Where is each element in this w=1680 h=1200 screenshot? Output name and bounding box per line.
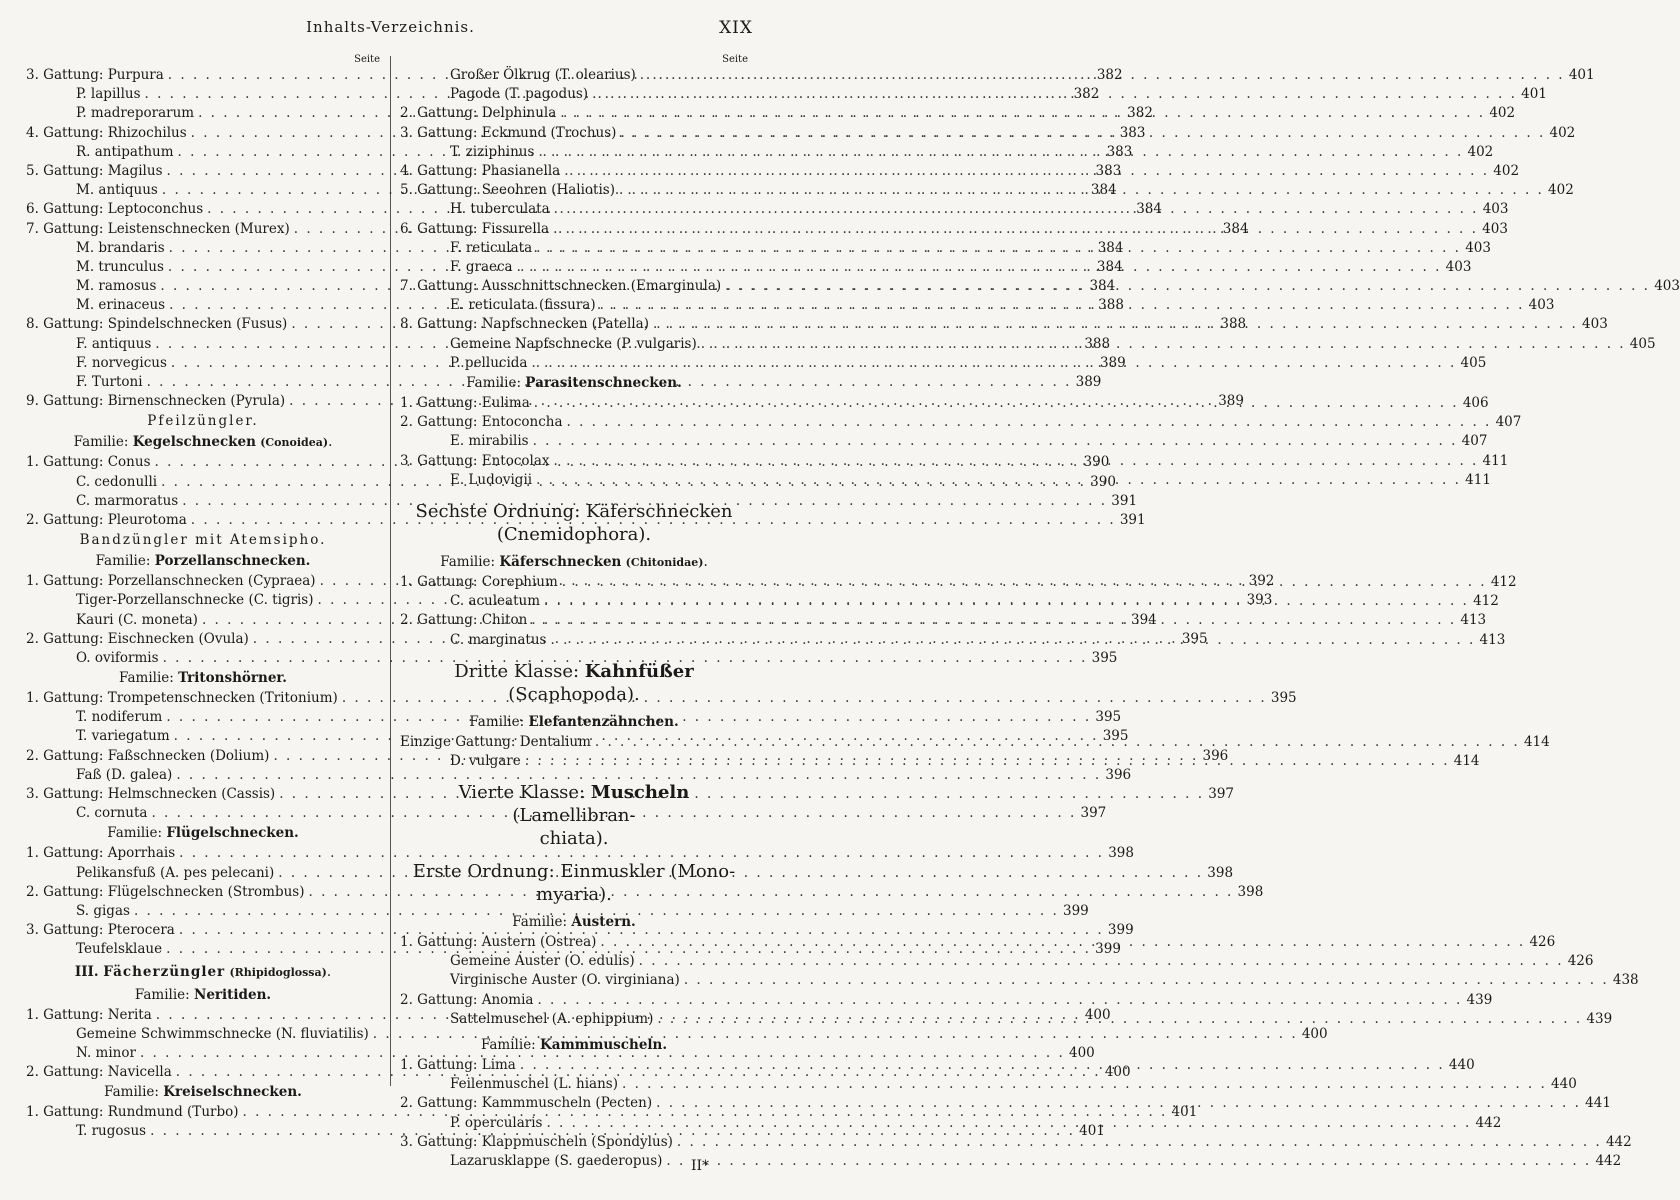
entry-label: E. reticulata (fissura) <box>450 297 596 314</box>
page-number: 390 <box>1083 454 1110 471</box>
page-header <box>0 18 781 44</box>
entry-label: Faß (D. galea) <box>76 766 173 783</box>
latin-name: (Rhipidoglossa) <box>229 965 327 979</box>
class-heading-line2: chiata). <box>539 828 609 850</box>
signature-mark: II* <box>690 1158 709 1174</box>
entry-label: 6. Gattung: Fissurella <box>400 220 550 237</box>
page-number: 441 <box>1585 1095 1611 1112</box>
page-number: 398 <box>1108 845 1134 862</box>
family-name: Elefantenzähnchen. <box>528 713 679 730</box>
entry-label: Pagode (T. pagodus) <box>450 86 589 103</box>
heading-prefix: Familie: <box>107 825 167 842</box>
page-number: 398 <box>1237 883 1264 900</box>
leader-dots <box>513 258 1442 277</box>
family-name: Kegelschnecken <box>132 434 256 451</box>
entry-label: 5. Gattung: Magilus <box>26 162 163 179</box>
family-heading <box>400 1035 748 1056</box>
toc-entry <box>400 1075 1577 1094</box>
family-heading <box>400 552 748 573</box>
entry-label: F. Turtoni <box>76 374 143 390</box>
entry-label: 3. Gattung: Purpura <box>26 67 164 83</box>
entry-label: P. madreporarum <box>76 105 195 122</box>
entry-label: E. Ludovigii <box>450 471 533 488</box>
entry-label: 8. Gattung: Napfschnecken (Patella) <box>400 316 649 333</box>
entry-label: 2. Gattung: Pleurotoma <box>26 511 187 528</box>
family-heading <box>26 668 380 689</box>
page-number: 389 <box>1075 374 1102 390</box>
page-number: 384 <box>1096 258 1123 275</box>
page-number: 402 <box>1549 124 1576 141</box>
leader-dots <box>596 296 1525 315</box>
leader-dots <box>635 952 1564 971</box>
page-number: 439 <box>1466 991 1493 1008</box>
toc-entry <box>400 952 1594 971</box>
page-number: 392 <box>1248 573 1275 590</box>
heading-prefix: Vierte Klasse: <box>458 782 591 804</box>
leader-dots <box>563 413 1492 432</box>
page-number: 395 <box>1181 630 1208 647</box>
page-number: 383 <box>1106 143 1133 160</box>
leader-dots <box>527 354 1456 373</box>
leader-dots <box>533 991 1462 1010</box>
order-heading-line: Erste Ordnung: Einmuskler (Mono- <box>412 861 736 883</box>
heading-prefix: Familie: <box>73 434 133 451</box>
entry-label: O. oviformis <box>76 649 159 666</box>
page-number: 413 <box>1460 612 1487 629</box>
heading-prefix: Familie: <box>134 986 194 1003</box>
entry-label: M. ramosus <box>76 278 157 295</box>
family-name: Porzellanschnecken. <box>154 553 311 570</box>
page-number: 438 <box>1612 972 1639 989</box>
heading-prefix: Familie: <box>119 670 179 687</box>
page-number: 397 <box>1208 786 1235 802</box>
page-numeral: XIX <box>719 18 753 38</box>
page-number: 394 <box>1131 611 1157 628</box>
page-number: 395 <box>1270 690 1297 707</box>
leader-dots <box>721 277 1650 296</box>
leader-dots <box>556 104 1485 123</box>
entry-label: 1. Gattung: Conus <box>26 454 151 471</box>
entry-label: P. lapillus <box>76 86 141 103</box>
leader-dots <box>516 1056 1445 1075</box>
page-number: 413 <box>1479 631 1506 648</box>
entry-label: C. cedonulli <box>76 473 158 490</box>
entry-label: 2. Gattung: Navicella <box>26 1064 172 1081</box>
entry-label: 4. Gattung: Phasianella <box>400 162 561 179</box>
entry-label: 1. Gattung: Rundmund (Turbo) <box>26 1104 239 1121</box>
order-heading-line: Sechste Ordnung: Käferschnecken <box>415 500 733 522</box>
family-name: Tritonshörner. <box>178 670 287 687</box>
entry-label: 5. Gattung: Seeohren (Haliotis) <box>400 182 615 199</box>
entry-label: Großer Ölkrug (T. olearius) <box>450 67 636 83</box>
page-number: 384 <box>1097 239 1124 256</box>
class-name: Kahnfüßer <box>584 660 694 682</box>
family-heading <box>26 551 380 572</box>
leader-dots <box>697 335 1626 354</box>
entry-label: 1. Gattung: Austern (Ostrea) <box>400 934 597 951</box>
toc-entry <box>26 649 1118 668</box>
leader-dots <box>549 220 1478 239</box>
entry-label: D. vulgare <box>450 752 521 769</box>
entry-label: C. aculeatum <box>450 593 541 610</box>
page-number: 395 <box>1095 709 1122 726</box>
page-number: 411 <box>1465 471 1491 488</box>
page-number: 440 <box>1448 1057 1475 1073</box>
page-number: 395 <box>1091 649 1118 666</box>
entry-label: 2. Gattung: Chiton <box>400 612 528 629</box>
entry-label: 2. Gattung: Kammmuscheln (Pecten) <box>400 1095 653 1112</box>
entry-label: Gemeine Auster (O. edulis) <box>450 953 635 970</box>
page-number: 382 <box>1073 86 1100 103</box>
leader-dots <box>596 933 1525 952</box>
page-number: 442 <box>1605 1133 1632 1150</box>
entry-label: S. gigas <box>76 902 130 919</box>
entry-label: Einzige Gattung: Dentalium <box>400 733 591 750</box>
entry-label: 8. Gattung: Spindelschnecken (Fusus) <box>26 316 288 333</box>
leader-dots <box>540 592 1469 611</box>
entry-label: 3. Gattung: Entocolax <box>400 452 550 469</box>
page-number: 384 <box>1136 201 1162 218</box>
page-number: 401 <box>1521 86 1547 103</box>
toc-entry <box>26 1025 1328 1044</box>
page-number: 396 <box>1105 766 1132 783</box>
entry-label: 2. Gattung: Entoconcha <box>400 414 563 431</box>
page-number: 389 <box>1099 354 1126 371</box>
entry-label: E. mirabilis <box>450 433 529 450</box>
class-name: Muscheln <box>590 782 690 804</box>
entry-label: 2. Gattung: Eischnecken (Ovula) <box>26 630 249 647</box>
section-heading: Pfeilzüngler. <box>147 413 259 430</box>
entry-label: C. cornuta <box>76 805 148 822</box>
page-number: 406 <box>1462 395 1489 411</box>
entry-label: C. marmoratus <box>76 492 179 509</box>
page-number: 400 <box>1104 1064 1131 1081</box>
entry-label: H. tuberculata <box>450 201 550 218</box>
entry-label: T. variegatum <box>76 728 170 745</box>
heading-prefix: Familie: <box>480 1037 541 1053</box>
page-number: 391 <box>1119 511 1146 528</box>
leader-dots <box>532 239 1461 258</box>
page-number: 401 <box>1171 1104 1198 1121</box>
page-number: 414 <box>1523 733 1550 750</box>
leader-dots <box>615 181 1544 200</box>
page-number: 382 <box>1096 67 1123 83</box>
entry-label: 6. Gattung: Leptoconchus <box>26 201 204 218</box>
toc-entry <box>400 971 1639 990</box>
family-name: Austern. <box>571 914 636 931</box>
leader-dots <box>653 1010 1582 1029</box>
leader-dots <box>534 143 1463 162</box>
family-heading <box>400 912 748 933</box>
page-number: 400 <box>1084 1006 1111 1023</box>
entry-label: Virginische Auster (O. virginiana) <box>450 972 680 989</box>
leader-dots <box>649 315 1578 334</box>
heading-suffix: . <box>703 553 708 570</box>
entry-label: 3. Gattung: Eckmund (Trochus) <box>400 124 617 141</box>
family-name: Kreiselschnecken. <box>163 1084 302 1101</box>
entry-label: M. brandaris <box>76 239 165 256</box>
family-name: Neritiden. <box>194 986 272 1003</box>
entry-label: 3. Gattung: Pterocera <box>26 922 175 939</box>
entry-label: 1. Gattung: Trompetenschnecken (Tritonium) <box>26 690 338 707</box>
entry-label: P. pellucida <box>450 354 528 371</box>
page-number: 403 <box>1482 201 1509 218</box>
page-number: 402 <box>1548 182 1574 199</box>
page-number: 405 <box>1629 335 1656 352</box>
page-number: 403 <box>1482 220 1508 237</box>
entry-label: 1. Gattung: Nerita <box>26 1006 152 1023</box>
family-heading <box>26 823 380 844</box>
entry-label: Feilenmuschel (L. hians) <box>450 1076 618 1093</box>
heading-prefix: Familie: <box>440 553 500 570</box>
entry-label: F. graeca <box>450 258 513 275</box>
page-number: 442 <box>1595 1152 1622 1169</box>
entry-label: P. opercularis <box>450 1114 543 1131</box>
page-number: 426 <box>1529 934 1556 951</box>
heading-suffix: (Lamellibran- <box>512 805 636 827</box>
running-title: Inhalts-Verzeichnis. <box>306 18 475 36</box>
family-heading <box>26 1082 380 1103</box>
page-number: 382 <box>1127 105 1153 122</box>
page-number: 414 <box>1453 752 1480 769</box>
entry-label: N. minor <box>76 1044 136 1061</box>
entry-label: Gemeine Schwimmschnecke (N. fluviatilis) <box>76 1025 369 1042</box>
page-number: 440 <box>1551 1076 1577 1093</box>
heading-prefix: Familie: <box>104 1084 164 1101</box>
leader-dots <box>560 162 1489 181</box>
leader-dots <box>662 1152 1591 1171</box>
entry-label: 3. Gattung: Klappmuscheln (Spondylus) <box>400 1133 673 1150</box>
entry-label: 2. Gattung: Delphinula <box>400 105 557 122</box>
entry-label: 2. Gattung: Faßschnecken (Dolium) <box>26 747 270 764</box>
family-heading <box>400 712 748 733</box>
family-heading <box>26 985 380 1006</box>
page-number: 442 <box>1475 1114 1502 1131</box>
page-number: 439 <box>1586 1010 1613 1027</box>
entry-label: M. trunculus <box>76 258 164 275</box>
heading-prefix: Familie: <box>512 914 572 931</box>
page-number: 403 <box>1465 239 1491 256</box>
leader-dots <box>521 752 1450 771</box>
leader-dots <box>588 85 1517 104</box>
entry-label: Lazarusklappe (S. gaederopus) <box>450 1152 663 1169</box>
leader-dots <box>680 971 1609 990</box>
page-number: 397 <box>1080 805 1107 822</box>
entry-label: F. norvegicus <box>76 354 167 371</box>
entry-label: F. antiquus <box>76 335 152 352</box>
heading-suffix: (Scaphopoda). <box>508 683 640 705</box>
page-number: 407 <box>1461 433 1488 450</box>
page-number: 388 <box>1084 335 1111 352</box>
leader-dots <box>532 471 1461 490</box>
leader-dots <box>673 1133 1602 1152</box>
page-number: 400 <box>1068 1044 1095 1061</box>
page-number: 403 <box>1528 297 1555 314</box>
page-number: 401 <box>1079 1123 1105 1140</box>
family-heading <box>26 432 380 453</box>
entry-label: 1. Gattung: Porzellanschnecken (Cypraea) <box>26 573 316 590</box>
page-number: 384 <box>1222 220 1249 237</box>
page-number: 396 <box>1202 747 1229 764</box>
leader-dots <box>530 394 1459 413</box>
order-heading-line: myaria). <box>536 884 612 906</box>
section-heading: Bandzüngler mit Atemsipho. <box>79 532 327 549</box>
page-number: 407 <box>1495 414 1522 431</box>
leader-dots <box>591 733 1520 752</box>
page-number: 383 <box>1095 162 1122 179</box>
toc-entry <box>26 902 1089 921</box>
page-number: 383 <box>1119 124 1146 141</box>
family-name: Käferschnecken <box>499 553 622 570</box>
entry-label: 1. Gattung: Eulima <box>400 395 530 411</box>
entry-label: C. marginatus <box>450 631 547 648</box>
family-name: Parasitenschnecken. <box>525 375 682 391</box>
page-number: 399 <box>1107 922 1134 939</box>
entry-label: 2. Gattung: Flügelschnecken (Strombus) <box>26 883 305 900</box>
entry-label: M. erinaceus <box>76 297 166 314</box>
entry-label: Sattelmuschel (A. ephippium) <box>450 1010 654 1027</box>
page-number: 388 <box>1220 316 1247 333</box>
entry-label: 1. Gattung: Corephium <box>400 573 558 590</box>
page-number: 384 <box>1089 278 1116 295</box>
page-number: 391 <box>1111 492 1138 509</box>
leader-dots <box>546 631 1475 650</box>
page-number: 402 <box>1493 162 1520 179</box>
leader-dots <box>616 124 1545 143</box>
entry-label: T. nodiferum <box>76 709 163 726</box>
page-number: 401 <box>1568 67 1595 83</box>
leader-dots <box>527 611 1456 630</box>
heading-prefix: Familie: <box>469 713 529 730</box>
entry-label: 9. Gattung: Birnenschnecken (Pyrula) <box>26 393 286 410</box>
page-number: 389 <box>1218 393 1244 410</box>
leader-dots <box>550 452 1479 471</box>
entry-label: 1. Gattung: Aporrhais <box>26 845 176 862</box>
entry-label: 2. Gattung: Anomia <box>400 991 534 1008</box>
page-number: 398 <box>1207 864 1234 881</box>
leader-dots <box>652 1094 1581 1113</box>
page-number: 390 <box>1090 473 1116 490</box>
heading-suffix: . <box>328 434 333 451</box>
family-heading <box>400 373 748 394</box>
entry-label: T. rugosus <box>76 1123 147 1140</box>
order-heading-line: (Cnemidophora). <box>496 523 652 545</box>
page-number: 426 <box>1567 953 1594 970</box>
family-name: Kammmuscheln. <box>540 1037 668 1053</box>
entry-label: 7. Gattung: Ausschnittschnecken (Emarginula) <box>400 278 722 295</box>
page-number: 403 <box>1582 316 1608 333</box>
order-heading <box>26 960 380 985</box>
toc-entry <box>400 432 1488 451</box>
seite-label: Seite <box>354 54 380 65</box>
toc-entry <box>400 991 1493 1010</box>
page-number: 399 <box>1095 941 1121 958</box>
entry-label: Kauri (C. moneta) <box>76 611 198 628</box>
leader-dots <box>618 1075 1547 1094</box>
page-number: 411 <box>1482 452 1509 469</box>
page-number: 402 <box>1489 105 1516 122</box>
page-number: 405 <box>1460 354 1487 371</box>
entry-label: 3. Gattung: Helmschnecken (Cassis) <box>26 786 276 802</box>
page-number: 393 <box>1246 592 1273 609</box>
leader-dots <box>558 573 1487 592</box>
latin-name: (Chitonidae) <box>625 555 704 569</box>
heading-prefix: Familie: <box>95 553 155 570</box>
page-number: 400 <box>1301 1025 1328 1042</box>
page-number: 403 <box>1445 258 1472 275</box>
page-number: 399 <box>1062 902 1089 919</box>
heading-prefix: Familie: <box>466 375 526 391</box>
page-number: 412 <box>1490 573 1517 590</box>
leader-dots <box>636 66 1565 85</box>
entry-label: Gemeine Napfschnecke (P. vulgaris) <box>450 335 697 352</box>
toc-entry <box>26 766 1132 785</box>
leader-dots <box>529 432 1458 451</box>
leader-dots <box>542 1114 1471 1133</box>
order-name: Fächerzüngler <box>103 963 226 980</box>
class-heading <box>400 660 748 706</box>
entry-label: Pelikansfuß (A. pes pelecani) <box>76 864 275 881</box>
page-number: 395 <box>1102 728 1129 745</box>
heading-prefix: III. <box>74 963 104 980</box>
page-number: 384 <box>1090 182 1117 199</box>
toc-entry <box>26 844 1134 863</box>
family-name: Flügelschnecken. <box>166 825 299 842</box>
latin-name: (Conoidea) <box>260 436 329 450</box>
heading-prefix: Dritte Klasse: <box>454 660 585 682</box>
entry-label: R. antipathum <box>76 143 174 160</box>
entry-label: M. antiquus <box>76 182 158 199</box>
page-number: 388 <box>1098 297 1124 314</box>
class-heading <box>400 781 748 827</box>
toc-entry <box>400 413 1522 432</box>
entry-label: 4. Gattung: Rhizochilus <box>26 124 187 141</box>
entry-label: Tiger-Porzellanschnecke (C. tigris) <box>76 592 314 609</box>
entry-label: Teufelsklaue <box>76 941 163 958</box>
leader-dots <box>550 200 1479 219</box>
heading-suffix: . <box>326 963 332 980</box>
page-number: 403 <box>1654 278 1680 295</box>
entry-label: 1. Gattung: Lima <box>400 1057 516 1073</box>
seite-label: Seite <box>722 54 748 65</box>
entry-label: 7. Gattung: Leistenschnecken (Murex) <box>26 220 290 237</box>
page-number: 412 <box>1473 593 1499 610</box>
entry-label: T. ziziphinus <box>450 143 535 160</box>
entry-label: F. reticulata <box>450 239 533 256</box>
page-number: 402 <box>1467 143 1494 160</box>
toc-entry <box>400 1133 1632 1152</box>
